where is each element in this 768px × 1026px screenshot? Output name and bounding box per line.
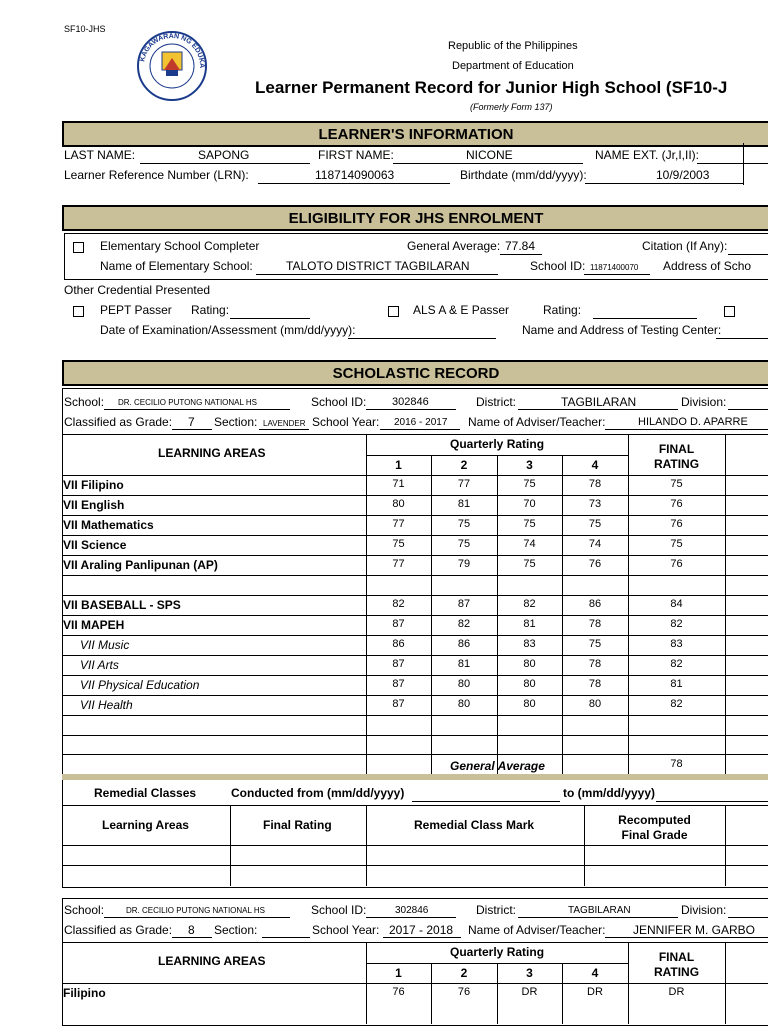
quarter-grade: 71: [392, 478, 405, 490]
quarterly-rating-header-2: Quarterly Rating: [450, 945, 545, 959]
quarter-grade: 75: [457, 518, 471, 530]
exam-date-label: Date of Examination/Assessment (mm/dd/yyyy):: [100, 323, 356, 337]
quarter-grade: 78: [588, 678, 602, 690]
form-title: Learner Permanent Record for Junior High School (SF10-J: [255, 78, 728, 97]
school2-label: School:: [64, 903, 105, 917]
svg-text:KAGAWARAN NG EDUKASYON: KAGAWARAN NG EDUKA: [139, 32, 206, 69]
quarter-grade: 78: [588, 658, 602, 670]
elem-school-value: TALOTO DISTRICT TAGBILARAN: [286, 259, 470, 273]
quarter-grade: 75: [588, 518, 602, 530]
quarter-grade: 83: [523, 638, 536, 650]
final-grade: 82: [670, 618, 683, 630]
testing-center-label: Name and Address of Testing Center:: [522, 323, 722, 337]
als-rating-label: Rating:: [543, 303, 582, 317]
general-average-label: General Average: [450, 759, 545, 773]
quarter-grade: 78: [588, 618, 602, 630]
subject-name: VII Music: [80, 638, 130, 652]
district-label: District:: [476, 395, 516, 409]
lrn-value: 118714090063: [315, 168, 395, 182]
quarter-grade: 87: [392, 618, 405, 630]
section2-label: Section:: [214, 923, 258, 937]
subject-name: VII Mathematics: [63, 518, 154, 532]
citation-label: Citation (If Any):: [642, 239, 728, 253]
division2-label: Division:: [681, 903, 727, 917]
adviser2-value: JENNIFER M. GARBO: [633, 923, 756, 937]
quarter-grade: 87: [392, 678, 405, 690]
scholastic-header: [62, 360, 768, 386]
q3-header-2: 3: [526, 966, 533, 980]
scholastic-heading: SCHOLASTIC RECORD: [332, 365, 500, 382]
others-checkbox[interactable]: [724, 306, 735, 317]
quarter-grade: 74: [523, 538, 536, 550]
subject-name: VII English: [63, 498, 125, 512]
remedial-label: Remedial Classes: [94, 786, 197, 800]
birthdate-label: Birthdate (mm/dd/yyyy):: [460, 168, 587, 182]
final-grade-2: DR: [668, 986, 685, 998]
quarter-grade-2: 76: [392, 986, 405, 998]
subject-name: VII MAPEH: [63, 618, 125, 632]
learning-areas-header: LEARNING AREAS: [158, 446, 266, 460]
district2-value: TAGBILARAN: [568, 905, 631, 916]
quarter-grade: 81: [457, 658, 471, 670]
final-grade: 75: [670, 538, 683, 550]
quarter-grade: 75: [523, 558, 536, 570]
final-grade: 82: [670, 698, 683, 710]
learner-info-heading: LEARNER'S INFORMATION: [318, 126, 514, 143]
quarter-grade: 87: [392, 658, 405, 670]
table-row-line: [62, 735, 768, 736]
als-label: ALS A & E Passer: [413, 303, 510, 317]
quarter-grade: 86: [392, 638, 405, 650]
q2-header: 2: [460, 458, 468, 472]
school2-id-value: 302846: [395, 905, 429, 916]
learner-info-header: [62, 121, 768, 147]
sy2-label: School Year:: [312, 923, 380, 937]
quarter-grade: 77: [457, 478, 471, 490]
final-grade: 83: [670, 638, 683, 650]
q2-header-2: 2: [460, 966, 468, 980]
lrn-label: Learner Reference Number (LRN):: [64, 168, 249, 182]
quarter-grade: 70: [523, 498, 536, 510]
quarter-grade: 80: [457, 698, 471, 710]
district-value: TAGBILARAN: [561, 395, 637, 409]
pept-rating-label: Rating:: [191, 303, 230, 317]
conducted-from-label: Conducted from (mm/dd/yyyy): [231, 786, 405, 800]
quarter-grade: 82: [392, 598, 405, 610]
recomputed-header-1: Recomputed: [618, 813, 691, 827]
table-row-line: [62, 495, 768, 496]
school-id-value: 302846: [392, 396, 429, 408]
division-label: Division:: [681, 395, 727, 409]
last-name-label: LAST NAME:: [64, 148, 136, 162]
quarter-grade: 86: [457, 638, 471, 650]
elem-completer-label: Elementary School Completer: [100, 239, 260, 253]
table-row-line: [62, 655, 768, 656]
grade2-value: 8: [188, 923, 195, 937]
address-label: Address of Scho: [663, 259, 752, 273]
subject-name: VII Filipino: [63, 478, 124, 492]
quarter-grade: 80: [457, 678, 471, 690]
final-header-1: FINAL: [658, 442, 695, 456]
form-subtitle: (Formerly Form 137): [470, 102, 553, 112]
quarter-grade-2: DR: [587, 986, 603, 998]
quarter-grade: 77: [392, 518, 405, 530]
quarter-grade: 80: [392, 498, 405, 510]
table-row-line: [62, 575, 768, 576]
remedial-areas-header: Learning Areas: [102, 818, 189, 832]
table-row-line: [62, 515, 768, 516]
quarter-grade: 80: [523, 658, 536, 670]
adviser2-label: Name of Adviser/Teacher:: [468, 923, 606, 937]
final-grade: 84: [670, 598, 683, 610]
quarter-grade: 81: [457, 498, 471, 510]
subject-name-2: Filipino: [63, 986, 106, 1000]
quarter-grade: 75: [523, 478, 536, 490]
learning-areas-header-2: LEARNING AREAS: [158, 954, 266, 968]
quarter-grade: 76: [588, 558, 602, 570]
quarter-grade: 74: [588, 538, 602, 550]
q3-header: 3: [526, 458, 533, 472]
q1-header: 1: [395, 458, 402, 472]
to-label: to (mm/dd/yyyy): [563, 786, 656, 800]
table-row-line: [62, 555, 768, 556]
pept-checkbox[interactable]: [73, 306, 84, 317]
general-average-value: 78: [670, 758, 683, 770]
school-id-label: School ID:: [311, 395, 367, 409]
final-grade: 75: [670, 478, 683, 490]
quarter-grade: 75: [588, 638, 602, 650]
district2-label: District:: [476, 903, 516, 917]
q1-header-2: 1: [395, 966, 402, 980]
sy-label: School Year:: [312, 415, 380, 429]
remedial-final-header: Final Rating: [263, 818, 332, 832]
birthdate-value: 10/9/2003: [656, 168, 710, 182]
final-grade: 76: [670, 518, 683, 530]
final-grade: 76: [670, 558, 683, 570]
final-grade: 82: [670, 658, 683, 670]
gen-avg-label: General Average:: [407, 239, 501, 253]
section-label: Section:: [214, 415, 258, 429]
quarter-grade: 82: [523, 598, 536, 610]
eligibility-header: [62, 205, 768, 231]
republic-line: Republic of the Philippines: [448, 40, 578, 52]
final-header-2a: FINAL: [658, 950, 695, 964]
quarter-grade: 75: [523, 518, 536, 530]
recomputed-header-2: Final Grade: [621, 828, 688, 842]
table-row-line: [62, 635, 768, 636]
subject-name: VII BASEBALL - SPS: [63, 598, 181, 612]
section-value: LAVENDER: [263, 419, 306, 428]
subject-name: VII Arts: [80, 658, 119, 672]
sy2-value: 2017 - 2018: [389, 923, 454, 937]
subject-name: VII Health: [80, 698, 133, 712]
table-row-line: [62, 615, 768, 616]
quarter-grade: 87: [392, 698, 405, 710]
quarter-grade: 87: [457, 598, 471, 610]
final-grade: 81: [670, 678, 683, 690]
first-name-value: NICONE: [466, 148, 513, 162]
quarter-grade: 81: [523, 618, 536, 630]
subject-name: VII Physical Education: [80, 678, 200, 692]
als-checkbox[interactable]: [388, 306, 399, 317]
school2-id-label: School ID:: [311, 903, 367, 917]
sy-value: 2016 - 2017: [394, 417, 448, 428]
final-header-2b: RATING: [653, 965, 700, 979]
final-grade: 76: [670, 498, 683, 510]
form-code: SF10-JHS: [64, 24, 106, 34]
quarter-grade: 79: [457, 558, 471, 570]
quarter-grade: 75: [392, 538, 405, 550]
table-row-line: [62, 715, 768, 716]
department-line: Department of Education: [452, 60, 574, 72]
quarter-grade: 73: [588, 498, 602, 510]
quarter-grade-2: 76: [457, 986, 471, 998]
quarter-grade: 80: [523, 678, 536, 690]
adviser-label: Name of Adviser/Teacher:: [468, 415, 606, 429]
table-row-line: [62, 695, 768, 696]
divider-band: [62, 774, 768, 780]
grade-label: Classified as Grade:: [64, 415, 173, 429]
subject-name: VII Science: [63, 538, 127, 552]
first-name-label: FIRST NAME:: [318, 148, 394, 162]
subject-name: VII Araling Panlipunan (AP): [63, 558, 218, 572]
table-row-line: [62, 595, 768, 596]
table-row-line: [62, 675, 768, 676]
quarter-grade: 75: [457, 538, 471, 550]
elem-school-label: Name of Elementary School:: [100, 259, 253, 273]
quarter-grade: 80: [523, 698, 536, 710]
final-header-2: RATING: [653, 457, 700, 471]
school-value: DR. CECILIO PUTONG NATIONAL HS: [118, 398, 257, 407]
q4-header: 4: [591, 458, 599, 472]
grade-value: 7: [188, 415, 195, 429]
pept-label: PEPT Passer: [100, 303, 172, 317]
quarter-grade: 80: [588, 698, 602, 710]
school2-value: DR. CECILIO PUTONG NATIONAL HS: [126, 906, 265, 915]
name-ext-label: NAME EXT. (Jr,I,II):: [595, 148, 700, 162]
remedial-mark-header: Remedial Class Mark: [414, 818, 535, 832]
deped-seal-logo: [128, 30, 218, 102]
school-label: School:: [64, 395, 105, 409]
gen-avg-value: 77.84: [505, 239, 536, 253]
elem-school-id-value: 11871400070: [590, 263, 639, 272]
last-name-value: SAPONG: [198, 148, 250, 162]
other-credential-label: Other Credential Presented: [64, 283, 211, 297]
quarter-grade: 78: [588, 478, 602, 490]
eligibility-heading: ELIGIBILITY FOR JHS ENROLMENT: [288, 210, 544, 227]
q4-header-2: 4: [591, 966, 599, 980]
adviser-value: HILANDO D. APARRE: [638, 416, 748, 428]
quarterly-rating-header: Quarterly Rating: [450, 437, 545, 451]
grade2-label: Classified as Grade:: [64, 923, 173, 937]
quarter-grade-2: DR: [521, 986, 538, 998]
table-row-line: [62, 475, 768, 476]
quarter-grade: 82: [457, 618, 471, 630]
elem-school-id-label: School ID:: [530, 259, 586, 273]
table-row-line: [62, 535, 768, 536]
quarter-grade: 86: [588, 598, 602, 610]
quarter-grade: 77: [392, 558, 405, 570]
elem-completer-checkbox[interactable]: [73, 242, 84, 253]
